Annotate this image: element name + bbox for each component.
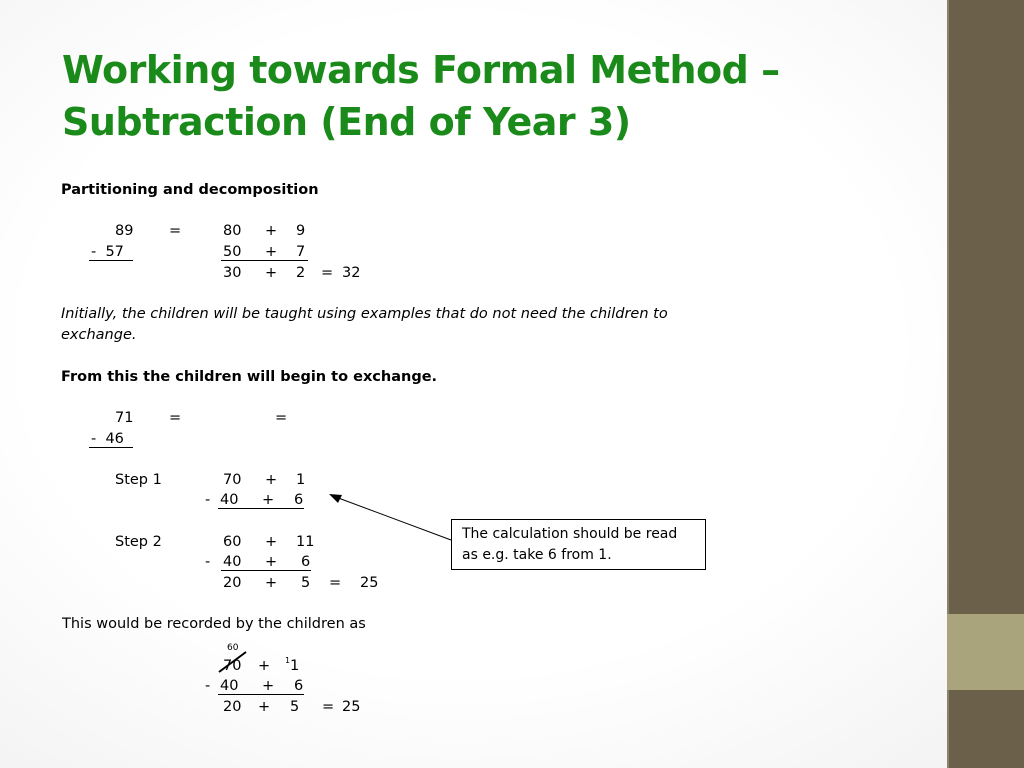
ex1-r2-subtrahend: - 57 (91, 244, 124, 260)
step1-r2-minus: - (205, 492, 211, 508)
step2-label: Step 2 (115, 534, 162, 550)
recorded-r2-ones: 6 (294, 678, 304, 694)
recorded-r2-minus: - (205, 678, 211, 694)
ex2-r1-eq2: = (275, 410, 288, 426)
step1-label: Step 1 (115, 472, 162, 488)
ex1-r3-result: 32 (342, 265, 361, 281)
ex1-r1-a: 89 (115, 223, 134, 239)
note-line-2: exchange. (61, 327, 137, 343)
step2-r1-plus: + (265, 534, 278, 550)
recorded-r1-plus: + (258, 658, 271, 674)
step2-r3-ones: 5 (301, 575, 311, 591)
recorded-r3-eq: = (322, 699, 335, 715)
exchange-mark: 1 (285, 656, 291, 665)
step2-r3-eq: = (329, 575, 342, 591)
ex1-r1-eq: = (169, 223, 182, 239)
note-line-1: Initially, the children will be taught using examples that do not need the children to (61, 306, 668, 322)
ex2-r1-a: 71 (115, 410, 134, 426)
step2-r2-minus: - (205, 554, 211, 570)
recorded-r2-plus: + (262, 678, 275, 694)
ex1-r3-ones: 2 (296, 265, 306, 281)
step2-r1-ones: 11 (296, 534, 315, 550)
ex1-r3-plus: + (265, 265, 278, 281)
recorded-r3-plus: + (258, 699, 271, 715)
ex1-r1-ones: 9 (296, 223, 306, 239)
callout-box: The calculation should be read as e.g. take 6 from 1. (451, 519, 706, 570)
step2-r3-tens: 20 (223, 575, 242, 591)
step1-r2-tens: 40 (220, 492, 239, 508)
title-line-2: Subtraction (End of Year 3) (62, 100, 631, 144)
ex1-r2-ones: 7 (296, 244, 306, 260)
ex1-r2-plus: + (265, 244, 278, 260)
exchange-above-value: 60 (227, 643, 239, 653)
ex1-r1-plus: + (265, 223, 278, 239)
title-line-1: Working towards Formal Method – (62, 48, 780, 92)
step2-r3-plus: + (265, 575, 278, 591)
recorded-r3-ones: 5 (290, 699, 300, 715)
step2-r2-plus: + (265, 554, 278, 570)
step2-r1-tens: 60 (223, 534, 242, 550)
recorded-r2-tens: 40 (220, 678, 239, 694)
step2-r2-tens: 40 (223, 554, 242, 570)
ex1-r2-tens: 50 (223, 244, 242, 260)
ex1-r3-tens: 30 (223, 265, 242, 281)
recorded-r3-tens: 20 (223, 699, 242, 715)
ex2-r1-eq1: = (169, 410, 182, 426)
step2-r2-ones: 6 (301, 554, 311, 570)
ex1-r1-tens: 80 (223, 223, 242, 239)
section-heading-exchange: From this the children will begin to exchange. (61, 369, 438, 385)
section-heading-partitioning: Partitioning and decomposition (61, 182, 319, 198)
step1-r1-plus: + (265, 472, 278, 488)
recorded-r1-tens: 70 (223, 658, 242, 674)
step1-r2-plus: + (262, 492, 275, 508)
ex2-r2-subtrahend: - 46 (91, 431, 124, 447)
step2-r3-result: 25 (360, 575, 379, 591)
ex1-r3-eq: = (321, 265, 334, 281)
recorded-r3-result: 25 (342, 699, 361, 715)
recorded-intro: This would be recorded by the children as (62, 616, 366, 632)
step1-r1-tens: 70 (223, 472, 242, 488)
step1-r2-ones: 6 (294, 492, 304, 508)
recorded-underline (218, 694, 304, 695)
step1-r1-ones: 1 (296, 472, 306, 488)
recorded-r1-ones: 1 (290, 658, 300, 674)
